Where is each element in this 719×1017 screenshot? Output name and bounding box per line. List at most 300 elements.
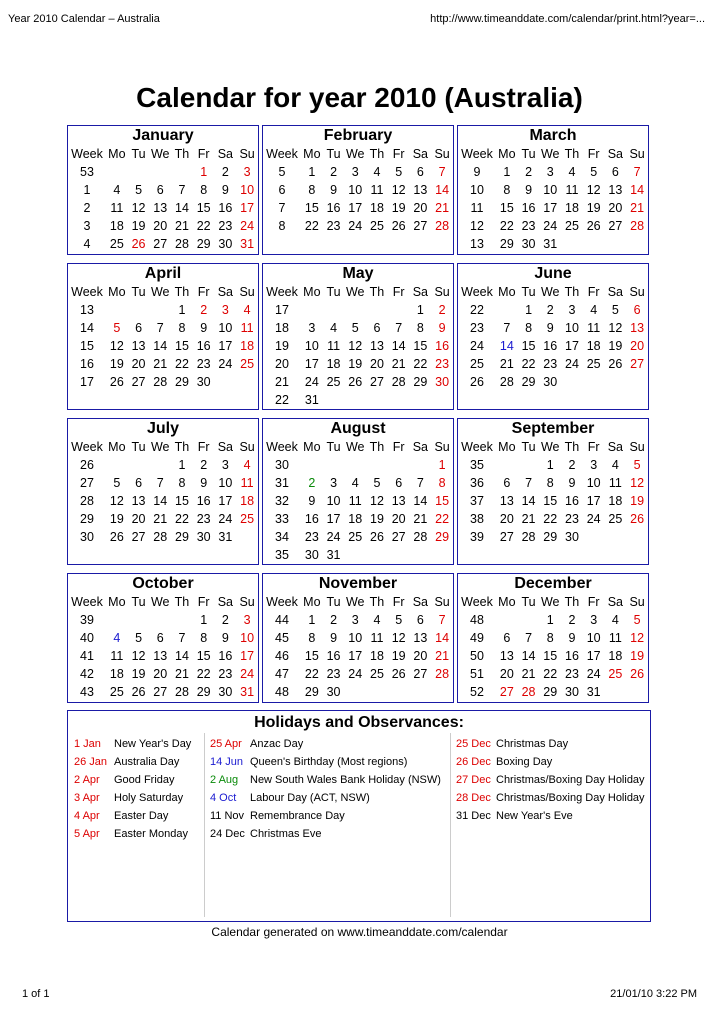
- month-table: [458, 438, 648, 546]
- week-number: 35: [470, 458, 484, 472]
- week-number: 48: [470, 613, 484, 627]
- day-cell: 11: [327, 339, 341, 353]
- week-number: 40: [80, 631, 94, 645]
- week-row: [263, 629, 453, 647]
- day-cell: [518, 611, 540, 629]
- weekday-header: Tu: [521, 285, 536, 299]
- week-column-header: Week: [71, 595, 103, 609]
- day-cell: 5: [373, 476, 381, 490]
- day-cell: 13: [131, 494, 146, 508]
- week-number: 36: [470, 476, 484, 490]
- month-table: [68, 438, 258, 546]
- day-cell: [366, 683, 388, 701]
- day-cell: 31: [218, 530, 233, 544]
- day-cell: 23: [218, 667, 233, 681]
- day-cell: 20: [370, 357, 384, 371]
- day-cell: [128, 456, 150, 474]
- day-cell: 10: [326, 494, 341, 508]
- weekday-header: We: [540, 147, 560, 161]
- day-cell: 29: [499, 237, 514, 251]
- weekday-header: Th: [369, 440, 385, 454]
- month-table: [263, 145, 453, 235]
- day-cell: 29: [304, 685, 319, 699]
- day-cell: 5: [633, 613, 641, 627]
- week-column-header: Week: [461, 285, 493, 299]
- day-cell: 22: [196, 219, 211, 233]
- day-cell: 24: [218, 512, 233, 526]
- day-cell: 7: [438, 613, 446, 627]
- day-cell: 28: [153, 530, 168, 544]
- day-cell: [301, 301, 323, 319]
- week-row: [458, 319, 648, 337]
- day-cell: 21: [413, 512, 428, 526]
- weekday-header-row: [263, 283, 453, 301]
- day-cell: 27: [413, 219, 428, 233]
- day-cell: 3: [351, 165, 359, 179]
- weekday-header: Su: [434, 147, 450, 161]
- day-cell: 5: [135, 183, 143, 197]
- day-cell: 30: [326, 685, 341, 699]
- week-row: [458, 456, 648, 474]
- day-cell: 31: [326, 548, 341, 562]
- month-february: [262, 125, 454, 255]
- holiday-item: [74, 773, 200, 788]
- day-cell: 1: [200, 613, 208, 627]
- day-cell: [626, 528, 648, 546]
- day-cell: 5: [395, 165, 403, 179]
- day-cell: 6: [373, 321, 381, 335]
- week-row: [68, 647, 258, 665]
- weekday-header: Mo: [303, 147, 321, 161]
- day-cell: 30: [196, 530, 211, 544]
- day-cell: 6: [156, 183, 164, 197]
- day-cell: 16: [435, 339, 450, 353]
- day-cell: 17: [543, 201, 558, 215]
- day-cell: 12: [109, 494, 124, 508]
- day-cell: 14: [521, 649, 536, 663]
- day-cell: [605, 683, 627, 701]
- day-cell: 4: [373, 165, 381, 179]
- month-table: [68, 145, 258, 253]
- week-row: [68, 199, 258, 217]
- day-cell: 19: [109, 357, 124, 371]
- day-cell: 26: [370, 530, 384, 544]
- day-cell: [301, 456, 323, 474]
- month-title: April: [144, 265, 182, 282]
- month-table: [263, 438, 453, 564]
- day-cell: 4: [243, 303, 251, 317]
- weekday-header: Th: [564, 285, 580, 299]
- day-cell: 16: [218, 201, 233, 215]
- day-cell: 24: [586, 667, 601, 681]
- week-row: [68, 355, 258, 373]
- week-row: [68, 629, 258, 647]
- week-number: 49: [470, 631, 484, 645]
- month-july: [67, 418, 259, 565]
- day-cell: 2: [221, 165, 229, 179]
- day-cell: 10: [240, 183, 255, 197]
- day-cell: 2: [308, 476, 316, 490]
- day-cell: 6: [395, 476, 403, 490]
- day-cell: 1: [438, 458, 446, 472]
- weekday-header: Mo: [498, 285, 516, 299]
- holiday-name: Anzac Day: [250, 738, 304, 750]
- holiday-name: Labour Day (ACT, NSW): [250, 792, 370, 804]
- weekday-header-row: [68, 593, 258, 611]
- day-cell: 30: [565, 530, 579, 544]
- month-title: June: [534, 265, 572, 282]
- day-cell: 15: [543, 649, 558, 663]
- week-number: 14: [80, 321, 94, 335]
- holiday-date: 24 Dec: [210, 828, 245, 840]
- day-cell: 26: [131, 237, 146, 251]
- weekday-header: Sa: [607, 285, 624, 299]
- day-cell: [431, 683, 453, 701]
- day-cell: 14: [175, 649, 189, 663]
- day-cell: 8: [178, 476, 186, 490]
- holiday-name: Christmas Eve: [250, 828, 322, 840]
- day-cell: 15: [435, 494, 450, 508]
- day-cell: 28: [435, 667, 450, 681]
- day-cell: [323, 456, 345, 474]
- day-cell: 3: [330, 476, 338, 490]
- month-table: [68, 283, 258, 391]
- weekday-header-row: [68, 438, 258, 456]
- week-number: 15: [80, 339, 94, 353]
- day-cell: 15: [175, 339, 189, 353]
- day-cell: 5: [113, 321, 121, 335]
- day-cell: [583, 373, 605, 391]
- weekday-header: Su: [239, 595, 255, 609]
- day-cell: 20: [413, 649, 428, 663]
- day-cell: 12: [391, 631, 406, 645]
- week-row: [458, 510, 648, 528]
- month-title: November: [318, 575, 398, 592]
- day-cell: 27: [499, 530, 514, 544]
- day-cell: [106, 163, 128, 181]
- week-number: 32: [275, 494, 289, 508]
- week-row: [263, 528, 453, 546]
- weekday-header: Sa: [607, 440, 624, 454]
- weekday-header: Tu: [326, 285, 341, 299]
- holiday-date: 27 Dec: [456, 774, 491, 786]
- day-cell: [366, 456, 388, 474]
- day-cell: 9: [568, 631, 576, 645]
- weekday-header: Fr: [392, 595, 405, 609]
- day-cell: 16: [326, 201, 341, 215]
- day-cell: [561, 235, 583, 253]
- day-cell: 13: [391, 494, 406, 508]
- day-cell: 28: [153, 375, 168, 389]
- day-cell: 8: [200, 631, 208, 645]
- week-number: 12: [470, 219, 484, 233]
- day-cell: 18: [109, 219, 124, 233]
- weekday-header: Su: [629, 147, 645, 161]
- day-cell: 6: [633, 303, 641, 317]
- day-cell: 6: [416, 613, 424, 627]
- day-cell: 5: [611, 303, 619, 317]
- week-number: 17: [275, 303, 289, 317]
- day-cell: [583, 235, 605, 253]
- holiday-name: Easter Monday: [114, 828, 188, 840]
- weekday-header: Tu: [326, 595, 341, 609]
- day-cell: 20: [608, 201, 623, 215]
- weekday-header: Fr: [197, 285, 210, 299]
- day-cell: 25: [608, 512, 623, 526]
- weekday-header: We: [150, 595, 170, 609]
- week-row: [68, 181, 258, 199]
- day-cell: 29: [196, 237, 211, 251]
- holiday-date: 11 Nov: [210, 810, 245, 822]
- day-cell: 10: [586, 476, 601, 490]
- day-cell: 26: [630, 512, 645, 526]
- day-cell: 10: [348, 183, 363, 197]
- day-cell: 14: [499, 339, 514, 353]
- week-number: 34: [275, 530, 289, 544]
- day-cell: 20: [499, 512, 514, 526]
- weekday-header-row: [458, 283, 648, 301]
- day-cell: 25: [240, 357, 255, 371]
- day-cell: 12: [348, 339, 363, 353]
- day-cell: 26: [586, 219, 601, 233]
- weekday-header-row: [263, 438, 453, 456]
- day-cell: [236, 528, 258, 546]
- day-cell: 9: [568, 476, 576, 490]
- day-cell: 28: [521, 685, 536, 699]
- weekday-header: Fr: [587, 440, 600, 454]
- day-cell: 8: [546, 476, 554, 490]
- weekday-header: Sa: [607, 595, 624, 609]
- weekday-header: Fr: [197, 595, 210, 609]
- week-column-header: Week: [461, 595, 493, 609]
- day-cell: 20: [153, 219, 168, 233]
- holiday-name: New South Wales Bank Holiday (NSW): [250, 774, 441, 786]
- weekday-header: Th: [174, 595, 190, 609]
- day-cell: 22: [435, 512, 450, 526]
- week-number: 1: [83, 183, 91, 197]
- weekday-header: Su: [434, 440, 450, 454]
- day-cell: 5: [395, 613, 403, 627]
- weekday-header: Mo: [303, 285, 321, 299]
- day-cell: 17: [240, 201, 255, 215]
- day-cell: [410, 546, 432, 564]
- day-cell: 13: [370, 339, 384, 353]
- generated-credit: Calendar generated on www.timeanddate.com/calendar: [211, 925, 508, 939]
- day-cell: 12: [586, 183, 601, 197]
- day-cell: 29: [413, 375, 428, 389]
- week-row: [263, 181, 453, 199]
- day-cell: 19: [586, 201, 601, 215]
- weekday-header: Mo: [108, 440, 126, 454]
- week-row: [263, 199, 453, 217]
- day-cell: [171, 611, 193, 629]
- day-cell: 1: [308, 613, 316, 627]
- day-cell: 23: [521, 219, 536, 233]
- holiday-item: [74, 755, 200, 770]
- holiday-item: [456, 755, 646, 770]
- day-cell: 29: [196, 685, 211, 699]
- day-cell: 11: [587, 321, 601, 335]
- week-number: 13: [80, 303, 94, 317]
- day-cell: 25: [109, 237, 124, 251]
- weekday-header: Sa: [412, 595, 429, 609]
- week-number: 44: [275, 613, 289, 627]
- week-number: 16: [80, 357, 94, 371]
- day-cell: 17: [586, 649, 601, 663]
- day-cell: 12: [109, 339, 124, 353]
- week-row: [458, 163, 648, 181]
- day-cell: 14: [153, 494, 168, 508]
- day-cell: [344, 546, 366, 564]
- month-table: [458, 145, 648, 253]
- holiday-item: [210, 791, 446, 806]
- weekday-header: Th: [369, 595, 385, 609]
- day-cell: 13: [499, 649, 514, 663]
- holiday-item: [210, 773, 446, 788]
- weekday-header: Su: [434, 285, 450, 299]
- week-row: [263, 611, 453, 629]
- day-cell: 3: [243, 613, 251, 627]
- day-cell: 8: [438, 476, 446, 490]
- day-cell: 24: [543, 219, 558, 233]
- day-cell: 9: [221, 631, 229, 645]
- day-cell: 14: [630, 183, 645, 197]
- day-cell: 7: [525, 476, 533, 490]
- weekday-header: Fr: [587, 285, 600, 299]
- week-number: 22: [275, 393, 289, 407]
- day-cell: 20: [131, 357, 146, 371]
- day-cell: 11: [565, 183, 579, 197]
- day-cell: 15: [499, 201, 514, 215]
- day-cell: [496, 301, 518, 319]
- week-row: [68, 528, 258, 546]
- week-row: [263, 546, 453, 564]
- weekday-header: Mo: [108, 147, 126, 161]
- day-cell: 15: [413, 339, 428, 353]
- day-cell: 11: [110, 201, 124, 215]
- day-cell: 29: [175, 375, 189, 389]
- holiday-date: 28 Dec: [456, 792, 491, 804]
- day-cell: 18: [326, 357, 341, 371]
- holiday-name: New Year's Day: [114, 738, 192, 750]
- day-cell: [496, 611, 518, 629]
- week-number: 38: [470, 512, 484, 526]
- week-number: 30: [80, 530, 94, 544]
- day-cell: 4: [373, 613, 381, 627]
- day-cell: 1: [178, 303, 186, 317]
- day-cell: 23: [565, 667, 579, 681]
- day-cell: 21: [153, 357, 168, 371]
- holidays-column: [74, 737, 200, 845]
- weekday-header: Th: [174, 440, 190, 454]
- weekday-header: We: [540, 440, 560, 454]
- day-cell: 11: [240, 321, 254, 335]
- week-column-header: Week: [266, 440, 298, 454]
- month-table: [458, 593, 648, 701]
- holiday-name: Easter Day: [114, 810, 169, 822]
- day-cell: 8: [308, 631, 316, 645]
- day-cell: [106, 456, 128, 474]
- weekday-header: Mo: [498, 440, 516, 454]
- day-cell: 16: [543, 339, 558, 353]
- day-cell: 27: [153, 685, 168, 699]
- day-cell: 18: [370, 201, 384, 215]
- week-row: [458, 647, 648, 665]
- weekday-header: We: [540, 595, 560, 609]
- day-cell: 7: [395, 321, 403, 335]
- week-column-header: Week: [71, 440, 103, 454]
- holiday-item: [74, 827, 200, 842]
- day-cell: 1: [178, 458, 186, 472]
- day-cell: 10: [218, 321, 233, 335]
- day-cell: [344, 391, 366, 409]
- day-cell: 9: [308, 494, 316, 508]
- day-cell: 1: [308, 165, 316, 179]
- week-column-header: Week: [461, 440, 493, 454]
- day-cell: 27: [131, 375, 146, 389]
- day-cell: 18: [370, 649, 384, 663]
- weekday-header: Fr: [392, 285, 405, 299]
- day-cell: 2: [200, 303, 208, 317]
- day-cell: 13: [153, 201, 168, 215]
- week-number: 24: [470, 339, 484, 353]
- weekday-header: Th: [174, 285, 190, 299]
- week-row: [458, 235, 648, 253]
- holiday-name: Christmas/Boxing Day Holiday: [496, 774, 645, 786]
- month-table: [263, 283, 453, 409]
- week-number: 31: [275, 476, 289, 490]
- day-cell: 27: [131, 530, 146, 544]
- day-cell: 7: [156, 321, 164, 335]
- week-row: [263, 355, 453, 373]
- week-number: 19: [275, 339, 289, 353]
- week-row: [68, 683, 258, 701]
- day-cell: 19: [391, 649, 406, 663]
- day-cell: [366, 391, 388, 409]
- day-cell: 23: [196, 357, 211, 371]
- holiday-date: 26 Jan: [74, 756, 108, 768]
- weekday-header: Tu: [131, 147, 146, 161]
- day-cell: 31: [586, 685, 601, 699]
- weekday-header: We: [345, 440, 365, 454]
- day-cell: 1: [546, 458, 554, 472]
- day-cell: 9: [525, 183, 533, 197]
- week-column-header: Week: [71, 285, 103, 299]
- day-cell: 19: [131, 667, 146, 681]
- day-cell: 8: [200, 183, 208, 197]
- day-cell: [236, 373, 258, 391]
- day-cell: 11: [608, 631, 622, 645]
- day-cell: 17: [218, 494, 233, 508]
- day-cell: 19: [608, 339, 623, 353]
- weekday-header: Su: [629, 595, 645, 609]
- day-cell: 26: [630, 667, 645, 681]
- day-cell: 18: [565, 201, 579, 215]
- week-row: [458, 301, 648, 319]
- day-cell: 6: [611, 165, 619, 179]
- week-row: [263, 456, 453, 474]
- week-number: 46: [275, 649, 289, 663]
- month-title: July: [146, 420, 179, 437]
- day-cell: 1: [200, 165, 208, 179]
- holiday-item: [456, 809, 646, 824]
- week-number: 27: [80, 476, 94, 490]
- day-cell: 21: [175, 219, 189, 233]
- week-row: [263, 647, 453, 665]
- day-cell: 10: [240, 631, 255, 645]
- day-cell: 9: [546, 321, 554, 335]
- weekday-header: Th: [369, 285, 385, 299]
